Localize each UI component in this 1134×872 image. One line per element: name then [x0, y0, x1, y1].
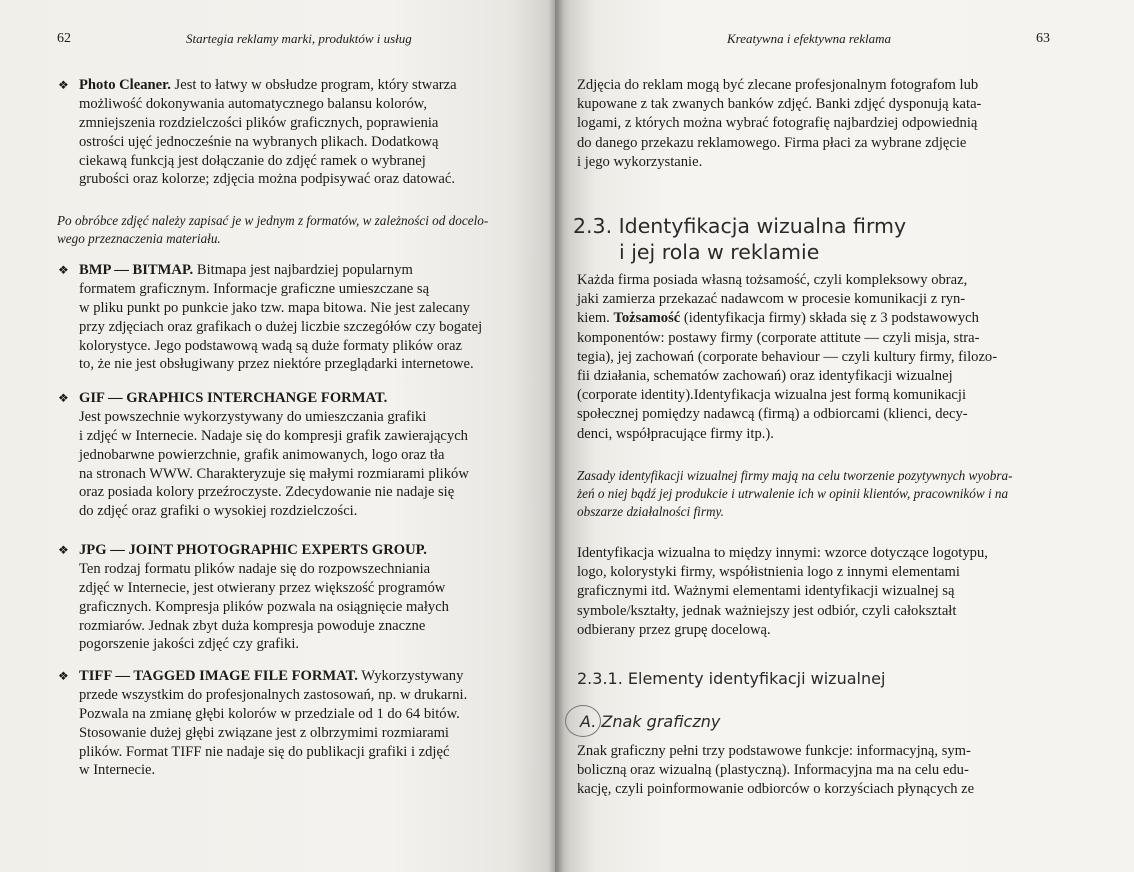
- item-term: TIFF — TAGGED IMAGE FILE FORMAT.: [79, 668, 358, 684]
- list-item-line: ciekawą funkcją jest dołączanie do zdjęć ramek o wybranej: [79, 152, 426, 169]
- list-item-line: plików. Format TIFF nie nadaje się do publikacji grafiki i zdjęć: [79, 743, 450, 760]
- line-text: kiem.: [577, 310, 614, 327]
- list-item-line: Pozwala na zmianę głębi kolorów w przedziale od 1 do 64 bitów.: [79, 705, 460, 722]
- paragraph-line: (corporate identity).Identyfikacja wizualna jest formą komunikacji: [577, 387, 967, 404]
- paragraph-line: odbierany przez grupę docelową.: [577, 621, 771, 638]
- heading-line: 2.3. Identyfikacja wizualna firmy: [573, 214, 907, 238]
- bullet-icon: ❖: [58, 263, 69, 277]
- bullet-icon: ❖: [58, 78, 69, 92]
- list-item-bmp: [58, 261, 523, 374]
- list-item-line: rozmiarów. Jednak zbyt duża kompresja powoduje znaczne: [79, 617, 426, 634]
- paragraph-line: boliczną oraz wizualną (plastyczną). Informacyjna ma na celu edu-: [577, 762, 969, 779]
- tozsamosc-paragraph: [577, 271, 1077, 444]
- line-text: (identyfikacja firmy) składa się z 3 podstawowych: [680, 310, 979, 327]
- list-item-line: [58, 667, 523, 686]
- list-item-line: pogorszenie jakości zdjęć czy grafiki.: [79, 636, 300, 653]
- list-item-line: na stronach WWW. Charakteryzuje się małymi rozmiarami plików: [79, 465, 469, 482]
- subsubsection-heading: A. Znak graficzny: [580, 712, 721, 731]
- paragraph-line: tegia), jej zachowań (corporate behaviour — czyli kultury firmy, filozo-: [577, 348, 998, 365]
- paragraph-line: graficznymi itd. Ważnymi elementami identyfikacji wizualnej są: [577, 583, 955, 600]
- list-item-line: [58, 389, 523, 408]
- list-item-line: w Internecie.: [79, 762, 156, 779]
- list-item-line: zmniejszenia rozdzielczości plików graficznych, poprawienia: [79, 114, 439, 131]
- paragraph-line: Zdjęcia do reklam mogą być zlecane profesjonalnym fotografom lub: [577, 77, 979, 93]
- note-line: Zasady identyfikacji wizualnej firmy mają na celu tworzenie pozytywnych wyobra-: [577, 468, 1013, 483]
- list-item-photo-cleaner: [58, 76, 523, 189]
- list-item-line: [58, 541, 523, 560]
- page-number-right: 63: [1036, 31, 1050, 46]
- paragraph-line: komponentów: postawy firmy (corporate attitute — czyli misja, stra-: [577, 329, 980, 346]
- bullet-icon: ❖: [58, 543, 69, 557]
- item-term: BMP — BITMAP.: [79, 262, 194, 278]
- book-gutter: [548, 0, 564, 872]
- list-item-line: to, że nie jest obsługiwany przez niektóre przeglądarki internetowe.: [79, 356, 474, 373]
- list-item-line: kolorystyce. Jego podstawową wadą są duże formaty plików oraz: [79, 337, 462, 354]
- list-item-tiff: [58, 667, 523, 780]
- key-term: Tożsamość: [613, 310, 681, 327]
- item-text: Jest to łatwy w obsłudze program, który stwarza: [170, 77, 457, 93]
- list-item-line: grubości oraz kolorze; zdjęcia można podpisywać oraz datować.: [79, 171, 456, 188]
- list-item-line: ostrości ujęć jednocześnie na wybranych plikach. Dodatkową: [79, 133, 439, 150]
- note-line: Po obróbce zdjęć należy zapisać je w jednym z formatów, w zależności od docelo-: [57, 213, 489, 228]
- heading-line: i jej rola w reklamie: [619, 240, 820, 264]
- paragraph-line: Każda firma posiada własną tożsamość, czyli kompleksowy obraz,: [577, 272, 968, 288]
- list-item-line: [58, 261, 523, 280]
- bullet-icon: ❖: [58, 669, 69, 683]
- running-head-right: Kreatywna i efektywna reklama: [727, 31, 892, 46]
- list-item-line: Ten rodzaj formatu plików nadaje się do rozpowszechniania: [79, 560, 431, 577]
- paragraph-line: denci, współpracujące firmy itp.).: [577, 425, 774, 442]
- paragraph-line: do danego przekazu reklamowego. Firma płaci za wybrane zdjęcie: [577, 134, 967, 151]
- item-term: GIF — GRAPHICS INTERCHANGE FORMAT.: [79, 390, 388, 406]
- identyfikacja-paragraph: [577, 544, 1077, 640]
- paragraph-line: [577, 309, 1077, 328]
- paragraph-line: Identyfikacja wizualna to między innymi: wzorce dotyczące logotypu,: [577, 545, 988, 561]
- item-text: Bitmapa jest najbardziej popularnym: [193, 262, 413, 278]
- list-item-line: przy zdjęciach oraz grafikach o dużej liczbie szczegółów czy bogatej: [79, 318, 483, 335]
- page-number-left: 62: [57, 31, 71, 46]
- italic-note-right: [577, 467, 1077, 521]
- list-item-gif: [58, 389, 523, 521]
- znak-paragraph: [577, 742, 1077, 800]
- list-item-line: w pliku punkt po punkcie jako tzw. mapa bitowa. Nie jest zalecany: [79, 299, 470, 316]
- note-line: żeń o niej bądź jej produkcie i utrwalenie ich w opinii klientów, pracowników i na: [577, 486, 1009, 501]
- paragraph-line: logo, kolorystyki firmy, współistnienia logo z innymi elementami: [577, 564, 960, 581]
- note-line: wego przeznaczenia materiału.: [57, 230, 221, 246]
- running-head-left: Startegia reklamy marki, produktów i usług: [186, 31, 412, 46]
- list-item-line: Jest powszechnie wykorzystywany do umieszczania grafiki: [79, 408, 427, 425]
- paragraph-line: fii działania, schematów zachowań) oraz identyfikacji wizualnej: [577, 367, 953, 384]
- list-item-line: graficznych. Kompresja plików pozwala na osiągnięcie małych: [79, 598, 449, 615]
- paragraph-line: kupowane z tak zwanych banków zdjęć. Banki zdjęć dysponują kata-: [577, 96, 982, 113]
- section-heading: [573, 213, 906, 265]
- list-item-line: oraz posiada kolory przeźroczyste. Zdecydowanie nie nadaje się: [79, 484, 455, 501]
- paragraph-line: Znak graficzny pełni trzy podstawowe funkcje: informacyjną, sym-: [577, 743, 971, 759]
- italic-note-left: [57, 212, 542, 248]
- bullet-icon: ❖: [58, 391, 69, 405]
- note-line: obszarze działalności firmy.: [577, 504, 724, 519]
- list-item-line: możliwość dokonywania automatycznego balansu kolorów,: [79, 95, 427, 112]
- list-item-line: jednobarwne powierzchnie, grafik animowanych, logo oraz tła: [79, 446, 445, 463]
- list-item-line: [58, 76, 523, 95]
- list-item-jpg: [58, 541, 523, 654]
- paragraph-line: kację, czyli poinformowanie odbiorców o korzyściach płynących ze: [577, 781, 975, 798]
- list-item-line: i zdjęć w Internecie. Nadaje się do kompresji grafik zawierających: [79, 427, 468, 444]
- left-page: [0, 0, 555, 872]
- paragraph-line: jaki zamierza przekazać nadawcom w procesie komunikacji z ryn-: [577, 291, 966, 308]
- list-item-line: formatem graficznym. Informacje graficzne umieszczane są: [79, 280, 430, 297]
- item-term: Photo Cleaner.: [79, 77, 171, 93]
- paragraph-line: symbole/kształty, jednak ważniejszy jest odbiór, czyli całokształt: [577, 602, 957, 619]
- intro-paragraph: [577, 76, 1077, 172]
- list-item-line: Stosowanie dużej głębi związane jest z olbrzymimi rozmiarami: [79, 724, 449, 741]
- list-item-line: zdjęć w Internecie, jest otwierany przez większość programów: [79, 579, 446, 596]
- subsection-heading: 2.3.1. Elementy identyfikacji wizualnej: [577, 669, 886, 688]
- list-item-line: przede wszystkim do profesjonalnych zastosowań, np. w drukarni.: [79, 686, 468, 703]
- list-item-line: do zdjęć oraz grafiki o wysokiej rozdzielczości.: [79, 503, 358, 520]
- paragraph-line: logami, z których można wybrać fotografię najbardziej odpowiednią: [577, 115, 978, 132]
- item-text: Wykorzystywany: [357, 668, 464, 684]
- paragraph-line: społecznej pomiędzy nadawcą (firmą) a odbiorcami (klienci, decy-: [577, 406, 968, 423]
- paragraph-line: i jego wykorzystanie.: [577, 153, 703, 170]
- item-term: JPG — JOINT PHOTOGRAPHIC EXPERTS GROUP.: [79, 542, 427, 558]
